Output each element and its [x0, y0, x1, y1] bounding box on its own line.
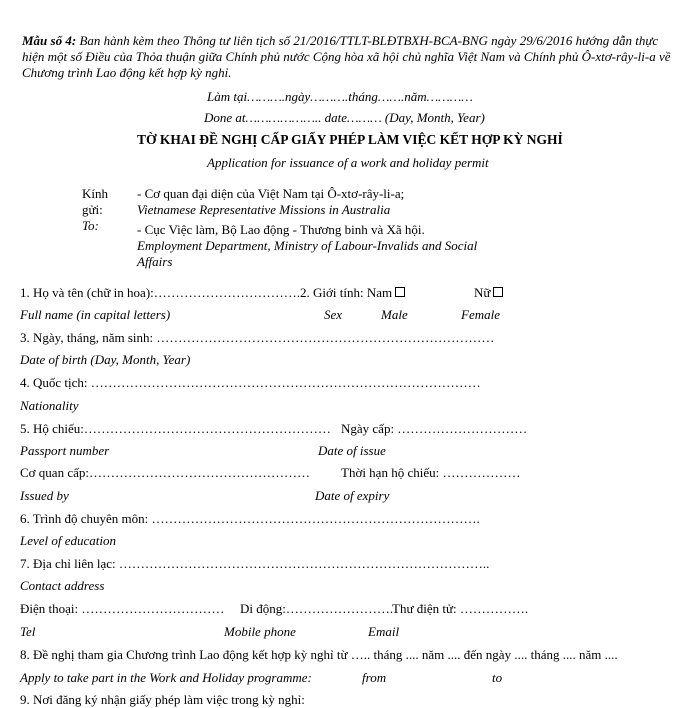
contact-address-field[interactable]: 7. Địa chỉ liên lạc: …………………………………………………………………………..	[20, 556, 490, 571]
issue-date-field[interactable]: Ngày cấp: …………………………	[341, 421, 528, 436]
mobile-field[interactable]: Di động:…………………….	[240, 601, 394, 616]
issue-date-label-en: Date of issue	[318, 443, 386, 458]
male-label-en: Male	[381, 307, 408, 322]
addressee-label-1: Kính	[82, 186, 108, 201]
female-option[interactable]	[474, 285, 503, 301]
place-date-vi: Làm tại……….ngày……….tháng…….năm…………	[207, 89, 473, 104]
email-field[interactable]: Thư điện tử: …………….	[392, 601, 529, 616]
date-of-birth-field[interactable]: 3. Ngày, tháng, năm sinh: ……………………………………………………………………	[20, 330, 495, 345]
recipient-1-en: Vietnamese Representative Missions in Australia	[137, 202, 391, 217]
recipient-2-en-1: Employment Department, Ministry of Labour-Invalids and Social	[137, 238, 478, 253]
gender-label: .2. Giới tính: Nam	[296, 285, 393, 300]
expiry-field[interactable]: Thời hạn hộ chiếu: ………………	[341, 465, 521, 480]
place-date-en: Done at……………….. date……… (Day, Month, Year)	[204, 110, 485, 125]
date-of-birth-label-en: Date of birth (Day, Month, Year)	[20, 352, 191, 367]
full-name-label: 1. Họ và tên (chữ in hoa):……………………………	[20, 285, 297, 300]
form-note-text: Ban hành kèm theo Thông tư liên tịch số 21/2016/TTLT-BLĐTBXH-BCA-BNG ngày 29/6/2016 hướng dẫn thực hiện một số Điều của Thỏa thuận giữa Chính phủ nước Cộng hòa xã hội chủ nghĩa Việt Nam và Chính phủ Ô-xtơ-rây-li-a về Chương trình Lao động kết hợp kỳ nghỉ.	[22, 33, 671, 80]
nationality-field[interactable]: 4. Quốc tịch: ………………………………………………………………………………	[20, 375, 481, 390]
education-label-en: Level of education	[20, 533, 117, 548]
tel-field[interactable]: Điện thoại: ……………………………	[20, 601, 225, 616]
form-title: TỜ KHAI ĐỀ NGHỊ CẤP GIẤY PHÉP LÀM VIỆC KẾT HỢP KỲ NGHỈ	[137, 132, 563, 147]
programme-label-en: Apply to take part in the Work and Holiday programme:	[20, 670, 312, 685]
to-label-en: to	[492, 670, 503, 685]
sex-label-en: Sex	[324, 307, 343, 322]
contact-address-label-en: Contact address	[20, 578, 105, 593]
form-subtitle: Application for issuance of a work and holiday permit	[207, 155, 489, 170]
programme-period-field[interactable]: 8. Đề nghị tham gia Chương trình Lao động kết hợp kỳ nghỉ từ ….. tháng .... năm .... đến ngày .... tháng .... năm ....	[20, 647, 618, 662]
full-name-field[interactable]	[20, 285, 405, 301]
recipient-1-vi: - Cơ quan đại diện của Việt Nam tại Ô-xtơ-rây-li-a;	[137, 186, 405, 201]
recipient-2-vi: - Cục Việc làm, Bộ Lao động - Thương binh và Xã hội.	[137, 222, 425, 237]
permit-pickup-field[interactable]: 9. Nơi đăng ký nhận giấy phép làm việc trong kỳ nghỉ:	[20, 692, 305, 707]
male-checkbox[interactable]	[395, 287, 405, 297]
issued-by-label-en: Issued by	[20, 488, 69, 503]
passport-label-en: Passport number	[20, 443, 110, 458]
female-label-en: Female	[461, 307, 500, 322]
passport-field[interactable]: 5. Hộ chiếu:…………………………………………………	[20, 421, 331, 436]
email-label-en: Email	[368, 624, 400, 639]
female-label: Nữ	[474, 285, 491, 300]
full-name-label-en: Full name (in capital letters)	[20, 307, 171, 322]
recipient-2-en-2: Affairs	[137, 254, 173, 269]
issued-by-field[interactable]: Cơ quan cấp:……………………………………………	[20, 465, 310, 480]
form-note	[22, 33, 682, 81]
expiry-label-en: Date of expiry	[315, 488, 390, 503]
form-number-label: Mẫu số 4:	[22, 33, 77, 48]
education-field[interactable]: 6. Trình độ chuyên môn: ………………………………………………………………….	[20, 511, 480, 526]
from-label-en: from	[362, 670, 387, 685]
mobile-label-en: Mobile phone	[224, 624, 296, 639]
addressee-label-en: To:	[82, 218, 99, 233]
addressee-label-2: gửi:	[82, 202, 103, 217]
nationality-label-en: Nationality	[20, 398, 79, 413]
female-checkbox[interactable]	[493, 287, 503, 297]
tel-label-en: Tel	[20, 624, 36, 639]
